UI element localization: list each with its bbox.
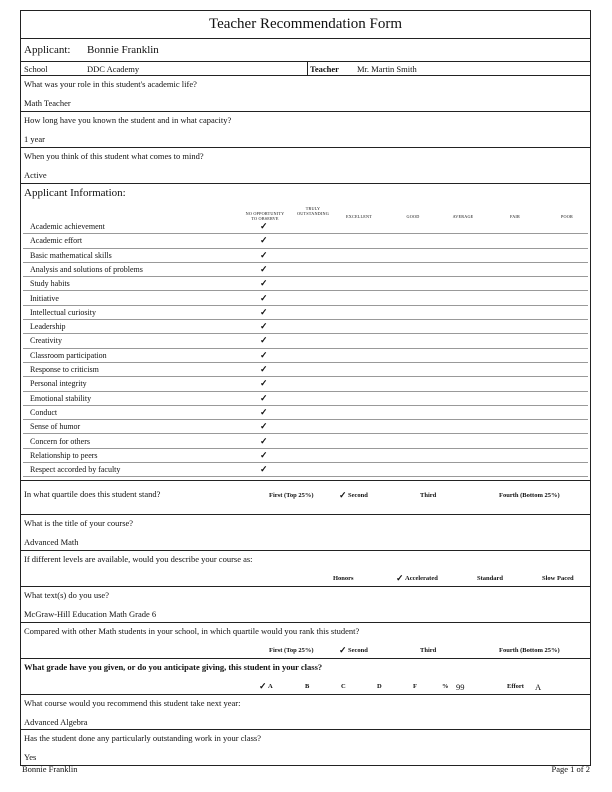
level-option[interactable]: Honors bbox=[333, 575, 354, 582]
level-option[interactable]: Slow Paced bbox=[542, 575, 574, 582]
trait-label: Sense of humor bbox=[30, 422, 81, 432]
trait-row bbox=[23, 263, 588, 277]
trait-row bbox=[23, 420, 588, 434]
mind-question-row bbox=[21, 148, 590, 184]
footer-page: Page 1 of 2 bbox=[551, 764, 590, 774]
check-icon[interactable]: ✓ bbox=[260, 378, 268, 389]
check-icon[interactable]: ✓ bbox=[260, 263, 268, 274]
grade-option[interactable]: B bbox=[305, 683, 310, 690]
trait-row bbox=[23, 449, 588, 463]
level-option[interactable]: Accelerated bbox=[405, 575, 438, 582]
texts-answer[interactable]: McGraw-Hill Education Math Grade 6 bbox=[24, 609, 157, 619]
texts-row bbox=[21, 587, 590, 623]
trait-label: Concern for others bbox=[30, 436, 90, 446]
trait-row bbox=[23, 292, 588, 306]
column-divider bbox=[307, 62, 308, 75]
outstanding-row bbox=[21, 730, 590, 765]
trait-label: Relationship to peers bbox=[30, 450, 98, 460]
school-label: School bbox=[24, 64, 48, 74]
trait-row bbox=[23, 377, 588, 391]
grade-option[interactable]: C bbox=[341, 683, 346, 690]
quartile-question: In what quartile does this student stand? bbox=[24, 489, 161, 499]
rank-question: Compared with other Math students in your school, in which quartile would you rank this student? bbox=[24, 626, 360, 636]
form-title: Teacher Recommendation Form bbox=[21, 11, 590, 39]
trait-label: Personal integrity bbox=[30, 379, 87, 389]
trait-label: Intellectual curiosity bbox=[30, 307, 96, 317]
check-icon[interactable]: ✓ bbox=[260, 464, 268, 475]
trait-row bbox=[23, 392, 588, 406]
footer-name: Bonnie Franklin bbox=[22, 764, 78, 774]
check-icon[interactable]: ✓ bbox=[260, 449, 268, 460]
trait-row bbox=[23, 277, 588, 291]
teacher-label: Teacher bbox=[310, 64, 339, 74]
check-icon[interactable]: ✓ bbox=[260, 306, 268, 317]
rank-option[interactable]: Third bbox=[420, 647, 437, 654]
percent-value[interactable]: 99 bbox=[456, 682, 465, 692]
quartile-option[interactable]: Second bbox=[348, 492, 368, 499]
texts-question: What text(s) do you use? bbox=[24, 590, 109, 600]
trait-row bbox=[23, 435, 588, 449]
grade-row bbox=[21, 659, 590, 695]
applicant-name[interactable]: Bonnie Franklin bbox=[87, 44, 159, 56]
trait-label: Academic achievement bbox=[30, 222, 105, 231]
quartile-option[interactable]: First (Top 25%) bbox=[269, 492, 314, 499]
trait-label: Emotional stability bbox=[30, 393, 92, 403]
trait-label: Leadership bbox=[30, 322, 66, 332]
recommendation-form bbox=[20, 10, 591, 766]
trait-row bbox=[23, 349, 588, 363]
trait-row bbox=[23, 463, 588, 477]
applicant-info-section bbox=[21, 184, 590, 481]
trait-row bbox=[23, 406, 588, 420]
rank-option[interactable]: First (Top 25%) bbox=[269, 647, 314, 654]
trait-row bbox=[23, 334, 588, 348]
effort-label: Effort bbox=[507, 683, 524, 690]
outstanding-answer[interactable]: Yes bbox=[24, 752, 37, 762]
trait-label: Creativity bbox=[30, 336, 62, 346]
known-question: How long have you known the student and in what capacity? bbox=[24, 115, 232, 125]
levels-row bbox=[21, 551, 590, 587]
school-row bbox=[21, 62, 590, 76]
applicant-row bbox=[21, 39, 590, 62]
column-header: TRULY OUTSTANDING bbox=[297, 206, 329, 216]
course-title-question: What is the title of your course? bbox=[24, 518, 134, 528]
check-icon[interactable]: ✓ bbox=[260, 221, 268, 231]
role-question: What was your role in this student's academic life? bbox=[24, 79, 197, 89]
grade-question: What grade have you given, or do you anticipate giving, this student in your class? bbox=[24, 662, 323, 672]
column-header: EXCELLENT bbox=[346, 214, 372, 219]
trait-row bbox=[23, 220, 588, 234]
mind-answer[interactable]: Active bbox=[24, 170, 47, 180]
trait-row bbox=[23, 249, 588, 263]
check-icon: ✓ bbox=[339, 645, 347, 655]
course-title-row bbox=[21, 515, 590, 551]
trait-row bbox=[23, 363, 588, 377]
school-name[interactable]: DDC Academy bbox=[87, 64, 140, 74]
percent-label: % bbox=[442, 683, 449, 690]
check-icon[interactable]: ✓ bbox=[260, 321, 268, 332]
applicant-info-heading: Applicant Information: bbox=[24, 187, 126, 199]
trait-label: Academic effort bbox=[30, 236, 83, 246]
grade-option[interactable]: F bbox=[413, 683, 417, 690]
check-icon[interactable]: ✓ bbox=[260, 292, 268, 303]
check-icon: ✓ bbox=[259, 681, 267, 691]
trait-label: Initiative bbox=[30, 293, 59, 303]
check-icon: ✓ bbox=[339, 490, 347, 500]
quartile-option[interactable]: Third bbox=[420, 492, 437, 499]
check-icon[interactable]: ✓ bbox=[260, 392, 268, 403]
trait-row bbox=[23, 306, 588, 320]
check-icon[interactable]: ✓ bbox=[260, 406, 268, 417]
rank-row bbox=[21, 623, 590, 659]
grade-option[interactable]: D bbox=[377, 683, 382, 690]
course-title-answer[interactable]: Advanced Math bbox=[24, 537, 79, 547]
grade-option[interactable]: A bbox=[268, 683, 273, 690]
column-header: NO OPPORTUNITY TO OBSERVE bbox=[245, 211, 285, 221]
check-icon[interactable]: ✓ bbox=[260, 364, 268, 374]
check-icon[interactable]: ✓ bbox=[260, 278, 268, 289]
levels-question: If different levels are available, would you describe your course as: bbox=[24, 554, 253, 564]
column-header: GOOD bbox=[406, 214, 420, 219]
known-question-row bbox=[21, 112, 590, 148]
check-icon[interactable]: ✓ bbox=[260, 235, 268, 246]
check-icon[interactable]: ✓ bbox=[260, 349, 268, 360]
outstanding-question: Has the student done any particularly outstanding work in your class? bbox=[24, 733, 261, 743]
check-icon[interactable]: ✓ bbox=[260, 421, 268, 432]
trait-label: Conduct bbox=[30, 407, 58, 417]
check-icon[interactable]: ✓ bbox=[260, 249, 268, 260]
trait-label: Analysis and solutions of problems bbox=[30, 264, 143, 274]
check-icon: ✓ bbox=[396, 573, 404, 583]
trait-label: Study habits bbox=[30, 279, 70, 289]
check-icon[interactable]: ✓ bbox=[260, 435, 268, 446]
next-course-question: What course would you recommend this student take next year: bbox=[24, 698, 241, 708]
check-icon[interactable]: ✓ bbox=[260, 335, 268, 346]
quartile-row bbox=[21, 481, 590, 515]
next-course-row bbox=[21, 695, 590, 730]
applicant-label: Applicant: bbox=[24, 44, 71, 56]
mind-question: When you think of this student what comes to mind? bbox=[24, 151, 204, 161]
effort-value[interactable]: A bbox=[535, 682, 542, 692]
trait-row bbox=[23, 320, 588, 334]
next-course-answer[interactable]: Advanced Algebra bbox=[24, 717, 88, 727]
column-header: FAIR bbox=[509, 214, 521, 219]
trait-label: Response to criticism bbox=[30, 365, 99, 374]
role-answer[interactable]: Math Teacher bbox=[24, 98, 71, 108]
trait-label: Classroom participation bbox=[30, 350, 107, 360]
known-answer[interactable]: 1 year bbox=[24, 134, 46, 144]
column-header: AVERAGE bbox=[452, 214, 474, 219]
trait-row bbox=[23, 234, 588, 248]
rank-option[interactable]: Second bbox=[348, 647, 368, 654]
teacher-name[interactable]: Mr. Martin Smith bbox=[357, 64, 417, 74]
role-question-row bbox=[21, 76, 590, 112]
level-option[interactable]: Standard bbox=[477, 575, 504, 582]
column-header: POOR bbox=[561, 214, 573, 219]
trait-label: Respect accorded by faculty bbox=[30, 465, 121, 475]
quartile-option[interactable]: Fourth (Bottom 25%) bbox=[499, 492, 560, 499]
trait-label: Basic mathematical skills bbox=[30, 250, 112, 260]
rank-option[interactable]: Fourth (Bottom 25%) bbox=[499, 647, 560, 654]
